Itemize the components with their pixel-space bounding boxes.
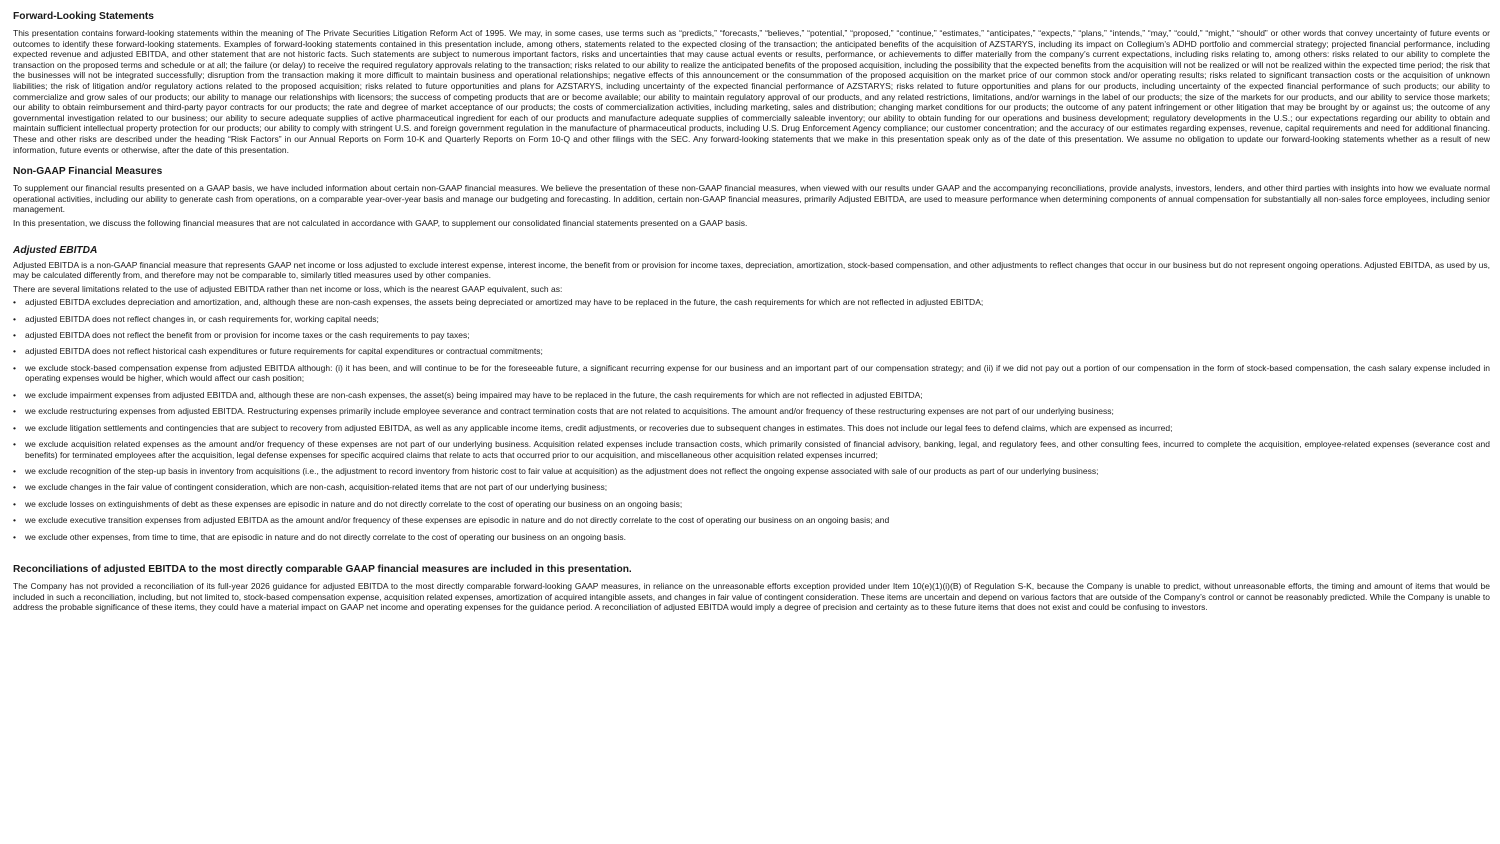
list-item: • we exclude impairment expenses from adjusted EBITDA and, although these are non-cash expenses, the asset(s) being impaired may have to be replaced in the future, the cash requirements for which are not reflected in adjusted EBITDA; xyxy=(13,390,1490,401)
list-item: • we exclude changes in the fair value of contingent consideration, which are non-cash, acquisition-related items that are not part of our underlying business; xyxy=(13,482,1490,493)
list-item: • we exclude other expenses, from time to time, that are episodic in nature and do not directly correlate to the cost of operating our business on an ongoing basis. xyxy=(13,532,1490,543)
limitations-list xyxy=(13,297,1490,542)
reconciliation-body: The Company has not provided a reconciliation of its full-year 2026 guidance for adjusted EBITDA to the most directly comparable forward-looking GAAP measures, in reliance on the unreasonable efforts exception provided under Item 10(e)(1)(i)(B) of Regulation S-K, because the Company is unable to predict, without unreasonable efforts, the timing and amount of items that would be included in such a reconciliation, including, but not limited to, stock-based compensation expense, acquisition related expenses, amortization of acquired intangible assets, and changes in fair value of contingent consideration. These items are uncertain and depend on various factors that are outside of the Company’s control or cannot be reasonably predicted. While the Company is unable to address the probable significance of these items, they could have a material impact on GAAP net income and operating expenses for the guidance period. A reconciliation of adjusted EBITDA would imply a degree of precision and certainty as to these future items that does not exist and could be confusing to investors. xyxy=(13,581,1490,613)
adjusted-ebitda-section xyxy=(13,245,1490,543)
reconciliation-section xyxy=(13,564,1490,613)
list-item: • adjusted EBITDA excludes depreciation and amortization, and, although these are non-cash expenses, the assets being depreciated or amortized may have to be replaced in the future, the cash requirements for which are not reflected in adjusted EBITDA; xyxy=(13,297,1490,308)
forward-looking-heading: Forward-Looking Statements xyxy=(13,11,154,22)
forward-looking-body: This presentation contains forward-looking statements within the meaning of The Private Securities Litigation Reform Act of 1995. We may, in some cases, use terms such as “predicts,” “forecasts,” “believes,” “potential,” “proposed,” “continue,” “estimates,” “anticipates,” “expects,” “plans,” “intends,” “may,” “could,” “might,” “should” or other words that convey uncertainty of future events or outcomes to identify these forward-looking statements. Examples of forward-looking statements contained in this presentation include, among others, statements related to the expected closing of the transaction; the anticipated benefits of the acquisition of AZSTARYS, including its impact on Collegium’s ADHD portfolio and commercial strategy; projected financial performance, including expected revenue and adjusted EBITDA, and other statement that are not historic facts. Such statements are subject to numerous important factors, risks and uncertainties that may cause actual events or results, performance, or achievements to differ materially from the company’s current expectations, including risks relating to, among others: risks related to our ability to complete the transaction on the proposed terms and schedule or at all; the failure (or delay) to receive the required regulatory approvals relating to the transaction; risks related to our ability to realize the anticipated benefits of the proposed acquisition, including the possibility that the expected benefits from the acquisition will not be realized or will not be realized within the expected time period; the risk that the businesses will not be integrated successfully; disruption from the transaction making it more difficult to maintain business and operational relationships; negative effects of this announcement or the consummation of the proposed acquisition on the market price of our common stock and/or operating results; risks related to significant transaction costs or the acquisition of unknown liabilities; the risk of litigation and/or regulatory actions related to the proposed acquisition; risks related to future opportunities and plans for AZSTARYS, including uncertainty of the expected financial performance of AZSTARYS; risks related to future opportunities and plans for our products, including uncertainty of the expected financial performance of such products; our ability to commercialize and grow sales of our products; our ability to manage our relationships with licensors; the success of competing products that are or become available; our ability to maintain regulatory approval of our products, and any related restrictions, limitations, and/or warnings in the label of our products; the size of the markets for our products, and our ability to service those markets; our ability to obtain reimbursement and third-party payor contracts for our products; the rate and degree of market acceptance of our products; the costs of commercialization activities, including marketing, sales and distribution; changing market conditions for our products; the outcome of any patent infringement or other litigation that may be brought by or against us; the outcome of any governmental investigation related to our business; our ability to secure adequate supplies of active pharmaceutical ingredient for each of our products and manufacture adequate supplies of commercially saleable inventory; our ability to obtain funding for our operations and business development; regulatory developments in the U.S.; our expectations regarding our ability to obtain and maintain sufficient intellectual property protection for our products; our ability to comply with stringent U.S. and foreign government regulation in the manufacture of pharmaceutical products, including U.S. Drug Enforcement Agency compliance; our customer concentration; and the accuracy of our estimates regarding expenses, revenue, capital requirements and need for additional financing. These and other risks are described under the heading “Risk Factors” in our Annual Reports on Form 10-K and Quarterly Reports on Form 10-Q and other filings with the SEC. Any forward-looking statements that we make in this presentation speak only as of the date of this presentation. We assume no obligation to update our forward-looking statements whether as a result of new information, future events or otherwise, after the date of this presentation. xyxy=(13,28,1490,155)
adjusted-ebitda-heading: Adjusted EBITDA xyxy=(13,244,98,256)
list-item: • adjusted EBITDA does not reflect changes in, or cash requirements for, working capital needs; xyxy=(13,314,1490,325)
list-item: • we exclude restructuring expenses from adjusted EBITDA. Restructuring expenses primarily include employee severance and contract termination costs that are not related to acquisitions. The amount and/or frequency of these restructuring expenses are not part of our underlying business; xyxy=(13,406,1490,417)
list-item: • adjusted EBITDA does not reflect historical cash expenditures or future requirements for capital expenditures or contractual commitments; xyxy=(13,346,1490,357)
list-item: • adjusted EBITDA does not reflect the benefit from or provision for income taxes or the cash requirements to pay taxes; xyxy=(13,330,1490,341)
list-item: • we exclude recognition of the step-up basis in inventory from acquisitions (i.e., the adjustment to record inventory from historic cost to fair value at acquisition) as the adjustment does not reflect the ongoing expense associated with sale of our products as part of our underlying business; xyxy=(13,466,1490,477)
forward-looking-section xyxy=(13,11,1490,155)
list-item: • we exclude litigation settlements and contingencies that are subject to recovery from adjusted EBITDA, as well as any applicable income items, credit adjustments, or recoveries due to subsequent changes in estimates. This does not include our legal fees to defend claims, which are expensed as incurred; xyxy=(13,423,1490,434)
adjusted-ebitda-paragraph-1: Adjusted EBITDA is a non-GAAP financial measure that represents GAAP net income or loss adjusted to exclude interest expense, interest income, the benefit from or provision for income taxes, depreciation, amortization, stock-based compensation, and other adjustments to reflect changes that occur in our business but do not represent ongoing operations. Adjusted EBITDA, as used by us, may be calculated differently from, and therefore may not be comparable to, similarly titled measures used by other companies. xyxy=(13,259,1490,281)
non-gaap-heading: Non-GAAP Financial Measures xyxy=(13,166,163,178)
list-item: • we exclude acquisition related expenses as the amount and/or frequency of these expenses are not part of our underlying business. Acquisition related expenses include transaction costs, which primarily consisted of financial advisory, banking, legal, and regulatory fees, and other consulting fees, incurred to complete the acquisition, employee-related expenses (severance cost and benefits) for terminated employees after the acquisition, legal defense expenses for specific acquired claims that relate to acts that occurred prior to our acquisition, and miscellaneous other acquisition related expenses incurred; xyxy=(13,439,1490,460)
non-gaap-section xyxy=(13,166,1490,228)
non-gaap-paragraph-2: In this presentation, we discuss the following financial measures that are not calculated in accordance with GAAP, to supplement our consolidated financial statements presented on a GAAP basis. xyxy=(13,217,748,228)
adjusted-ebitda-paragraph-2: There are several limitations related to the use of adjusted EBITDA rather than net income or loss, which is the nearest GAAP equivalent, such as: xyxy=(13,283,563,294)
reconciliation-heading: Reconciliations of adjusted EBITDA to the most directly comparable GAAP financial measures are included in this presentation. xyxy=(13,564,632,576)
list-item: • we exclude stock-based compensation expense from adjusted EBITDA although: (i) it has been, and will continue to be for the foreseeable future, a significant recurring expense for our business and an important part of our compensation strategy; and (ii) if we did not pay out a portion of our compensation in the form of stock-based compensation, the cash salary expense included in operating expenses would be higher, which would affect our cash position; xyxy=(13,363,1490,384)
list-item: • we exclude executive transition expenses from adjusted EBITDA as the amount and/or frequency of these expenses are episodic in nature and do not directly correlate to the cost of operating our business on an ongoing basis; and xyxy=(13,515,1490,526)
non-gaap-paragraph-1: To supplement our financial results presented on a GAAP basis, we have included information about certain non-GAAP financial measures. We believe the presentation of these non-GAAP financial measures, when viewed with our results under GAAP and the accompanying reconciliations, provide analysts, investors, lenders, and other third parties with insights into how we evaluate normal operational activities, including our ability to generate cash from operations, on a comparable year-over-year basis and manage our budgeting and forecasting. In addition, certain non-GAAP financial measures, primarily Adjusted EBITDA, are used to measure performance when determining components of annual compensation for substantially all non-sales force employees, including senior management. xyxy=(13,183,1490,215)
list-item: • we exclude losses on extinguishments of debt as these expenses are episodic in nature and do not directly correlate to the cost of operating our business on an ongoing basis; xyxy=(13,499,1490,510)
